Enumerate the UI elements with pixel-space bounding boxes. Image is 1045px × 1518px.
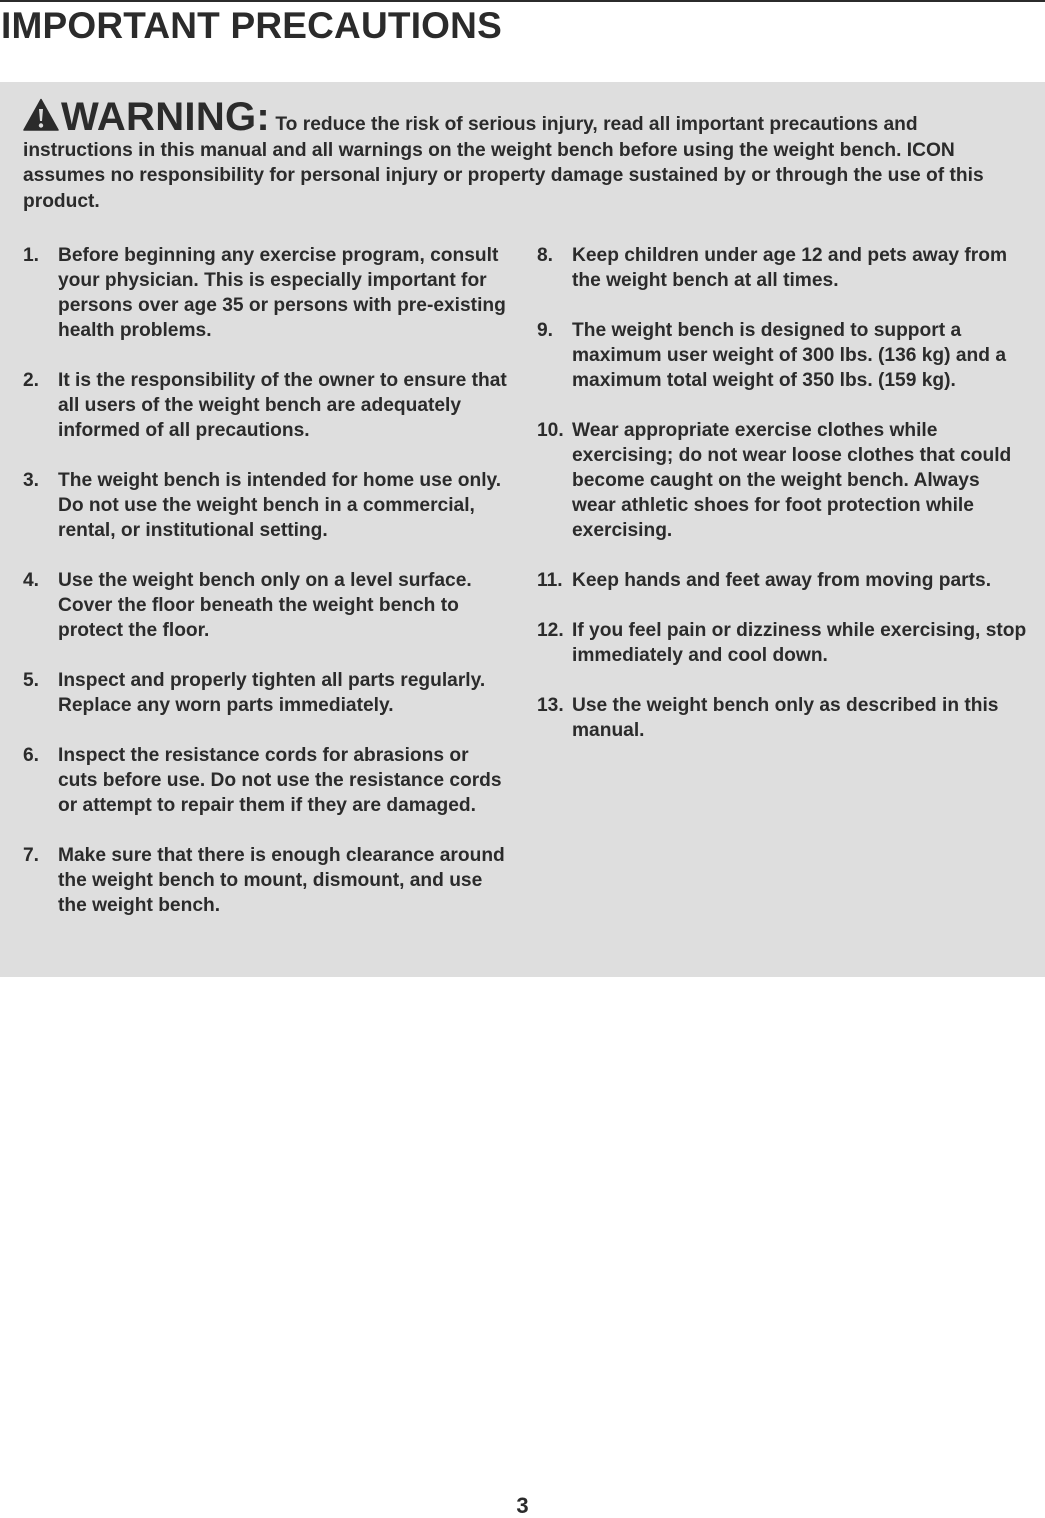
item-text: Use the weight bench only on a level surface. Cover the floor beneath the weight bench to protect the floor. [58,570,472,641]
item-text: The weight bench is designed to support a maximum user weight of 300 lbs. (136 kg) and a maximum total weight of 350 lbs. (159 kg). [572,320,1006,391]
precaution-item [537,243,1027,293]
precaution-item [23,368,513,443]
precaution-item [23,843,513,918]
page-number: 3 [516,1493,529,1518]
item-number: 9. [537,320,554,341]
item-number: 2. [23,370,40,391]
item-number: 6. [23,745,40,766]
item-number: 1. [23,245,40,266]
precaution-item [23,468,513,543]
item-text: Use the weight bench only as described in this manual. [572,695,999,741]
item-text: Make sure that there is enough clearance around the weight bench to mount, dismount, and use the weight bench. [58,845,505,916]
top-rule [0,0,1045,2]
item-number: 12. [537,620,564,641]
item-text: The weight bench is intended for home use only. Do not use the weight bench in a commercial, rental, or institutional setting. [58,470,502,541]
warning-paragraph [23,95,1023,214]
precaution-item [537,568,1027,593]
precautions-list-left [23,243,513,943]
precaution-item [537,318,1027,393]
precaution-item [23,568,513,643]
item-text: If you feel pain or dizziness while exercising, stop immediately and cool down. [572,620,1027,666]
item-number: 3. [23,470,40,491]
precaution-item [537,618,1027,668]
precaution-item [23,243,513,343]
precaution-item [23,668,513,718]
item-text: Keep hands and feet away from moving parts. [572,570,992,591]
item-text: Before beginning any exercise program, consult your physician. This is especially important for persons over age 35 or persons with pre-existing health problems. [58,245,506,341]
page-title: IMPORTANT PRECAUTIONS [1,5,502,46]
precaution-item [23,743,513,818]
item-text: Inspect the resistance cords for abrasions or cuts before use. Do not use the resistance cords or attempt to repair them if they are damaged. [58,745,502,816]
precautions-list-right [537,243,1027,768]
warning-text: To reduce the risk of serious injury, read all important precautions and instructions in this manual and all warnings on the weight bench before using the weight bench. ICON assumes no responsibility for personal injury or property damage sustained by or through the use of this product. [23,114,984,212]
warning-box [0,82,1045,977]
item-number: 10. [537,420,564,441]
warning-label: WARNING: [61,95,271,139]
precaution-item [537,693,1027,743]
item-text: Wear appropriate exercise clothes while exercising; do not wear loose clothes that could become caught on the weight bench. Always wear athletic shoes for foot protection while exercising. [572,420,1012,541]
item-number: 13. [537,695,564,716]
item-number: 7. [23,845,40,866]
precaution-item [537,418,1027,543]
warning-triangle-icon [23,98,59,132]
item-number: 4. [23,570,40,591]
item-number: 8. [537,245,554,266]
item-text: Inspect and properly tighten all parts regularly. Replace any worn parts immediately. [58,670,486,716]
item-text: Keep children under age 12 and pets away from the weight bench at all times. [572,245,1008,291]
item-number: 11. [537,570,563,591]
item-number: 5. [23,670,40,691]
item-text: It is the responsibility of the owner to ensure that all users of the weight bench are adequately informed of all precautions. [58,370,507,441]
